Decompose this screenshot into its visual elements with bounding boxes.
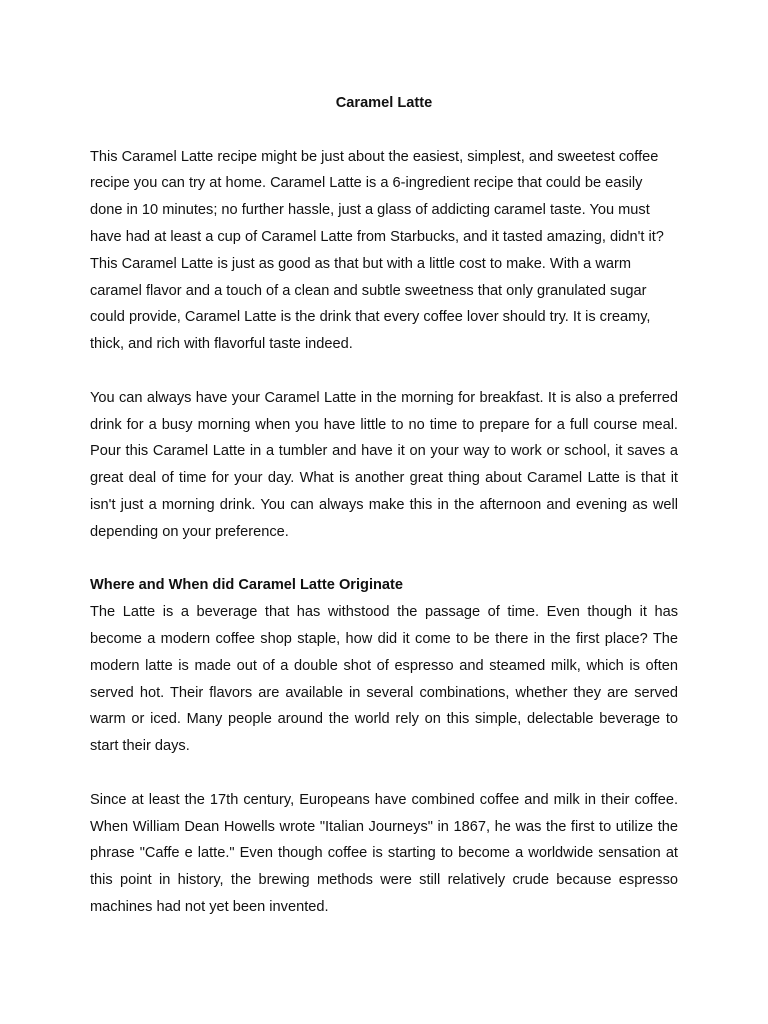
origin-paragraph: The Latte is a beverage that has withstood the passage of time. Even though it has become a modern coffee shop staple, how did it come to be there in the first place? The modern latte is made out of a double shot of espresso and steamed milk, which is often served hot. Their flavors are available in several combinations, whether they are served warm or iced. Many people around the world rely on this simple, delectable beverage to start their days.: [90, 604, 678, 755]
history-paragraph: Since at least the 17th century, Europeans have combined coffee and milk in their coffee. When William Dean Howells wrote "Italian Journeys" in 1867, he was the first to utilize the phrase "Caffe e latte." Even though coffee is starting to become a worldwide sensation at this point in history, the brewing methods were still relatively crude because espresso machines had not yet been invented.: [90, 791, 678, 915]
document-body: [90, 90, 678, 948]
section-heading: Where and When did Caramel Latte Originate: [90, 577, 404, 594]
intro-paragraph: This Caramel Latte recipe might be just about the easiest, simplest, and sweetest coffee recipe you can try at home. Caramel Latte is a 6-ingredient recipe that could be easily done in 10 minutes; no further hassle, just a glass of addicting caramel taste. You must have had at least a cup of Caramel Latte from Starbucks, and it tasted amazing, didn't it? This Caramel Latte is just as good as that but with a little cost to make. With a warm caramel flavor and a touch of a clean and subtle sweetness that only granulated sugar could provide, Caramel Latte is the drink that every coffee lover should try. It is creamy, thick, and rich with flavorful taste indeed.: [90, 148, 664, 353]
document-title: Caramel Latte: [335, 95, 433, 111]
breakfast-paragraph: You can always have your Caramel Latte in the morning for breakfast. It is also a preferred drink for a busy morning when you have little to no time to prepare for a full course meal. Pour this Caramel Latte in a tumbler and have it on your way to work or school, it saves a great deal of time for your day. What is another great thing about Caramel Latte is that it isn't just a morning drink. You can always make this in the afternoon and evening as well depending on your preference.: [90, 389, 678, 540]
